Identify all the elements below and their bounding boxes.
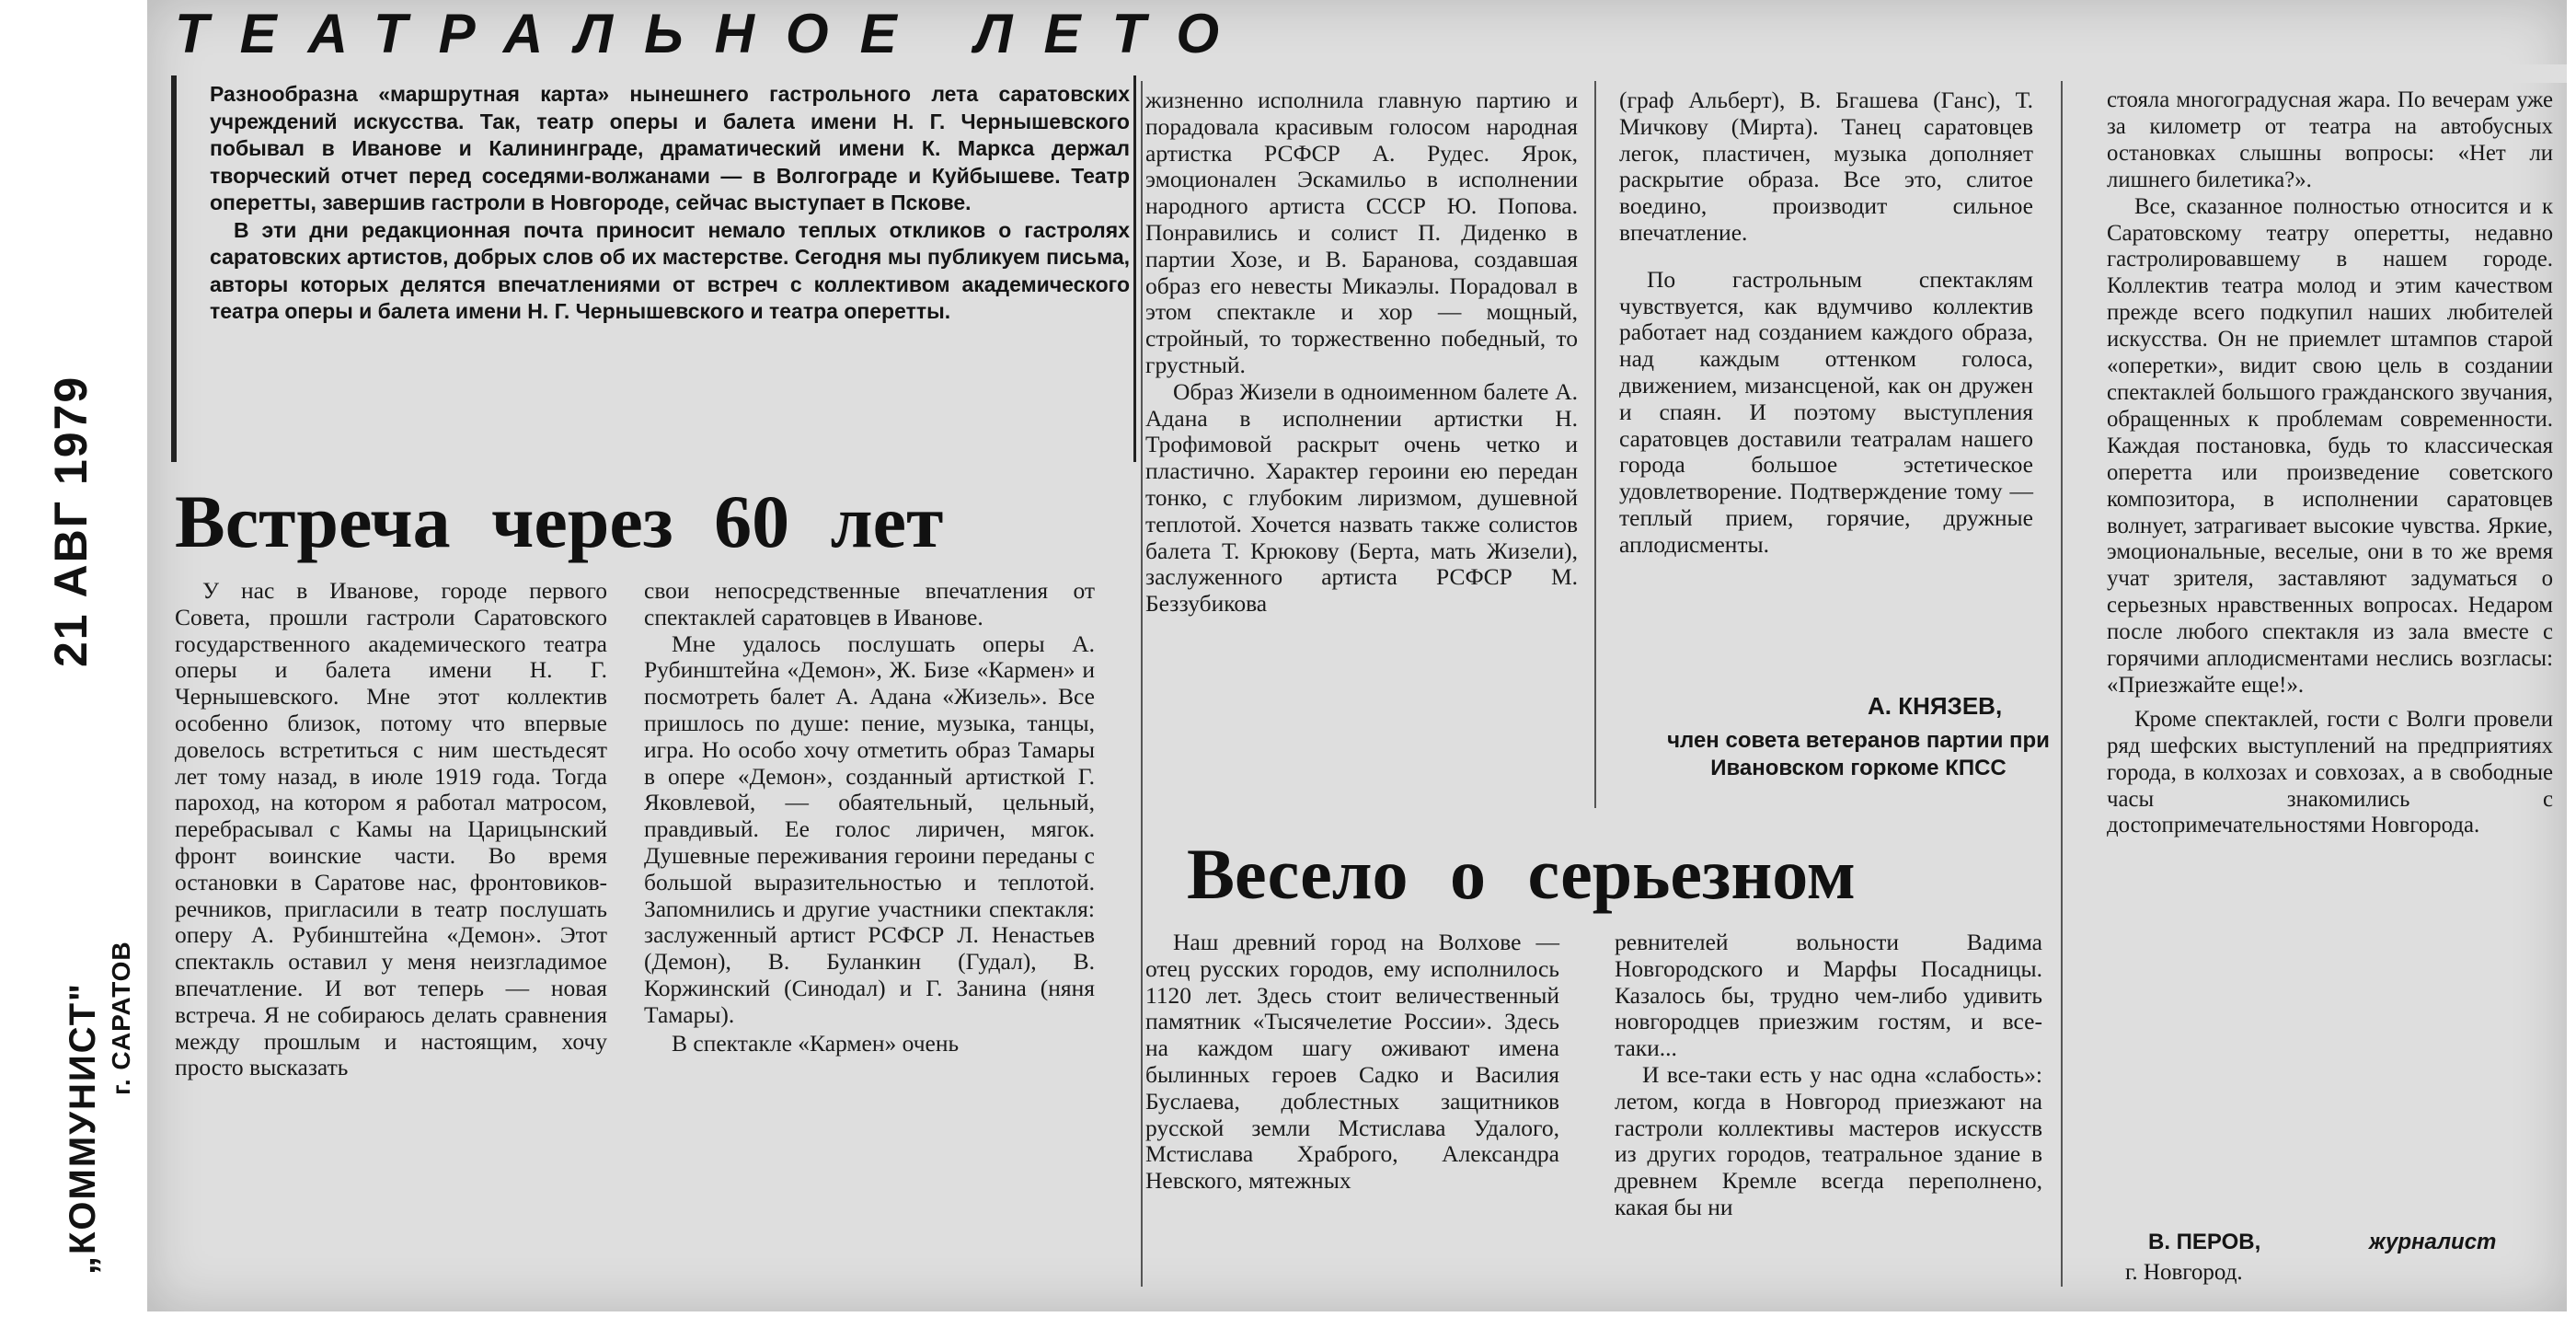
article2-column-3 xyxy=(2107,87,2553,839)
article2-col3-text-1: стояла многоградусная жара. По вечерам уже за километр от театра на автобусных остановках слышны вопросы: «Нет ли лишнего билетика?». xyxy=(2107,87,2553,192)
intro-box-left-rule xyxy=(171,75,177,462)
article1-col4-text-1: (граф Альберт), В. Бгашева (Ганс), Т. Мичкову (Мирта). Танец саратовцев легок, пластичен, музыка дополняет раскрытие образа. Все это, слитое воедино, производит сильное впечатление. xyxy=(1619,87,2033,246)
article1-col4-text-2: По гастрольным спектаклям чувствуется, как вдумчиво коллектив работает над созданием каждого образа, над каждым оттенком голоса, движением, мизансценой, как он дружен и спаян. И поэтому выступления саратовцев доставили театралам нашего города большое эстетическое удовлетворение. Подтверждение тому — теплый прием, горячие, дружные аплодисменты. xyxy=(1619,265,2033,558)
article1-signature-title: член совета ветеранов партии при Ивановском горкоме КПСС xyxy=(1667,728,2050,780)
article1-signature-name: А. КНЯЗЕВ, xyxy=(1868,692,2003,720)
city-stamp: г. САРАТОВ xyxy=(107,941,135,1095)
intro-box-right-rule xyxy=(1133,75,1136,462)
clipping-edge xyxy=(1601,64,2567,83)
newspaper-name-stamp: „КОММУНИСТ" xyxy=(63,982,103,1275)
article1-column-3 xyxy=(1145,87,1578,618)
article1-col2-text-1: свои непосредственные впечатления от спектаклей саратовцев в Иванове. xyxy=(644,577,1095,630)
article1-column-2 xyxy=(644,578,1095,1057)
article1-col3-text-1: жизненно исполнила главную партию и порадовала красивым голосом народная артистка РСФСР А. Рудес. Ярок, эмоционален Эскамильо в исполнении народного артиста СССР Ю. Попова. Понравились и солист П. Диденко в партии Хозе, и В. Баранова, создавшая образ его невесты Микаэлы. Порадовал в этом спектакле и хор — мощный, стройный, то торжественно победный, то грустный. xyxy=(1145,87,1578,378)
article2-signature-name: В. ПЕРОВ, xyxy=(2148,1230,2261,1254)
article1-column-1 xyxy=(175,578,607,1081)
article1-col3-text-2: Образ Жизели в одноименном балете А. Адана в исполнении артистки Н. Трофимовой раскрыт очень четко и пластично. Характер героини ею передан тонко, с глубоким лиризмом, душевной теплотой. Хочется назвать также солистов балета Т. Крюкову (Берта, мать Жизели), заслуженного артиста РСФСР М. Беззубикова xyxy=(1145,377,1578,618)
article2-signature-city: г. Новгород. xyxy=(2125,1260,2243,1285)
intro-paragraph-2: В эти дни редакционная почта приносит немало теплых откликов о гастролях саратовских артистов, добрых слов об их мастерстве. Сегодня мы публикуем письма, авторы которых делятся впечатлениями от встреч с коллективом академического театра оперы и балета имени Н. Г. Чернышевского и театра оперетты. xyxy=(210,217,1130,323)
article2-signature-role: журналист xyxy=(2369,1230,2497,1254)
article2-col3-text-2: Все, сказанное полностью относится и к Саратовскому театру оперетты, недавно гастролировавшему в нашем городе. Коллектив театра молод и этим качеством прежде всего подкупил наших любителей искусства. Он не приемлет штампов старой «опeретки», видит свою цель в создании спектаклей большого гражданского звучания, обращенных к проблемам современности. Каждая постановка, будь то классическая оперетта или произведение советского композитора, в исполнении саратовцев волнует, затрагивает высокие чувства. Яркие, эмоциональные, веселые, они в то же время учат зрителя, заставляют задуматься о серьезных нравственных вопросах. Недаром после любого спектакля из зала вместе с горячими аплодисментами неслись возгласы: «Приезжайте еще!». xyxy=(2107,193,2553,698)
article1-col1-text: У нас в Иванове, городе первого Совета, прошли гастроли Саратовского государственного академического театра оперы и балета имени Н. Г. Чернышевского. Мне этот коллектив особенно близок, потому что впервые довелось встретиться с ним шестьдесят лет тому назад, в июле 1919 года. Тогда пароход, на котором я работал матросом, перебрасывал с Камы на Царицынский фронт воинские части. Во время остановки в Саратове нас, фронтовиков-речников, пригласили в театр послушать оперу А. Рубинштейна «Демон». Этот спектакль оставил у меня неизгладимое впечатление. И вот теперь — новая встреча. Я не собираюсь делать сравнения между прошлым и настоящим, хочу просто высказать xyxy=(175,577,607,1081)
section-masthead: ТЕАТРАЛЬНОЕ ЛЕТО xyxy=(175,3,1251,64)
article2-headline: Весело о серьезном xyxy=(1187,834,1856,914)
article2-col3-text-3: Кроме спектаклей, гости с Волги провели ряд шефских выступлений на предприятиях города, в колхозах и совхозах, а в свободные часы знакомились с достопримечательностями Новгорода. xyxy=(2107,706,2553,838)
intro-paragraph-1: Разнообразна «маршрутная карта» нынешнего гастрольного лета саратовских учреждений искусства. Так, театр оперы и балета имени Н. Г. Чернышевского побывал в Иванове и Калининграде, драматический имени К. Маркса держал творческий отчет перед соседями-волжанами — в Волгограде и Куйбышеве. Театр оперетты, завершив гастроли в Новгороде, сейчас выступает в Пскове. xyxy=(210,82,1130,214)
article1-headline: Встреча через 60 лет xyxy=(175,479,944,563)
column-rule-3 xyxy=(2061,81,2063,1287)
article1-col2-text-3: В спектакле «Кармен» очень xyxy=(672,1029,960,1057)
article1-column-4 xyxy=(1619,87,2033,559)
article2-col2-text-1: ревнителей вольности Вадима Новгородского и Марфы Посадницы. Казалось бы, трудно чем-либо удивить новгородцев приезжим гостям, и все-таки... xyxy=(1615,929,2042,1062)
article2-column-2 xyxy=(1615,930,2042,1221)
column-rule-1 xyxy=(1141,81,1143,1287)
column-rule-2 xyxy=(1594,81,1596,808)
article1-col2-text-2: Мне удалось послушать оперы А. Рубинштейна «Демон», Ж. Бизе «Кармен» и посмотреть балет А. Адана «Жизель». Все пришлось по душе: пение, музыка, танцы, игра. Но особо хочу отметить образ Тамары в опере «Демон», созданный артисткой Г. Яковлевой, — обаятельный, цельный, правдивый. Ее голос лиричен, мягок. Душевные переживания героини переданы с большой выразительностью и теплотой. Запомнились и другие участники спектакля: заслуженный артист РСФСР Л. Ненастьев (Демон), В. Буланкин (Гудал), В. Коржинский (Синодал) и Г. Занина (няня Тамары). xyxy=(644,630,1095,1028)
article2-col1-text: Наш древний город на Волхове — отец русских городов, ему исполнилось 1120 лет. Здесь стоит величественный памятник «Тысячелетие России». Здесь на каждом шагу оживают имена былинных героев Садко и Василия Буслаева, доблестных защитников русской земли Мстислава Удалого, Мстислава Храброго, Александра Невского, мятежных xyxy=(1145,929,1559,1195)
date-stamp: 21 АВГ 1979 xyxy=(45,375,97,667)
article2-column-1 xyxy=(1145,930,1559,1195)
article2-col2-text-2: И все-таки есть у нас одна «слабость»: летом, когда в Новгород приезжают на гастроли коллективы мастеров искусств из других городов, театральное здание в древнем Кремле всегда переполнено, какая бы ни xyxy=(1615,1060,2042,1220)
intro-paragraphs xyxy=(210,81,1130,326)
